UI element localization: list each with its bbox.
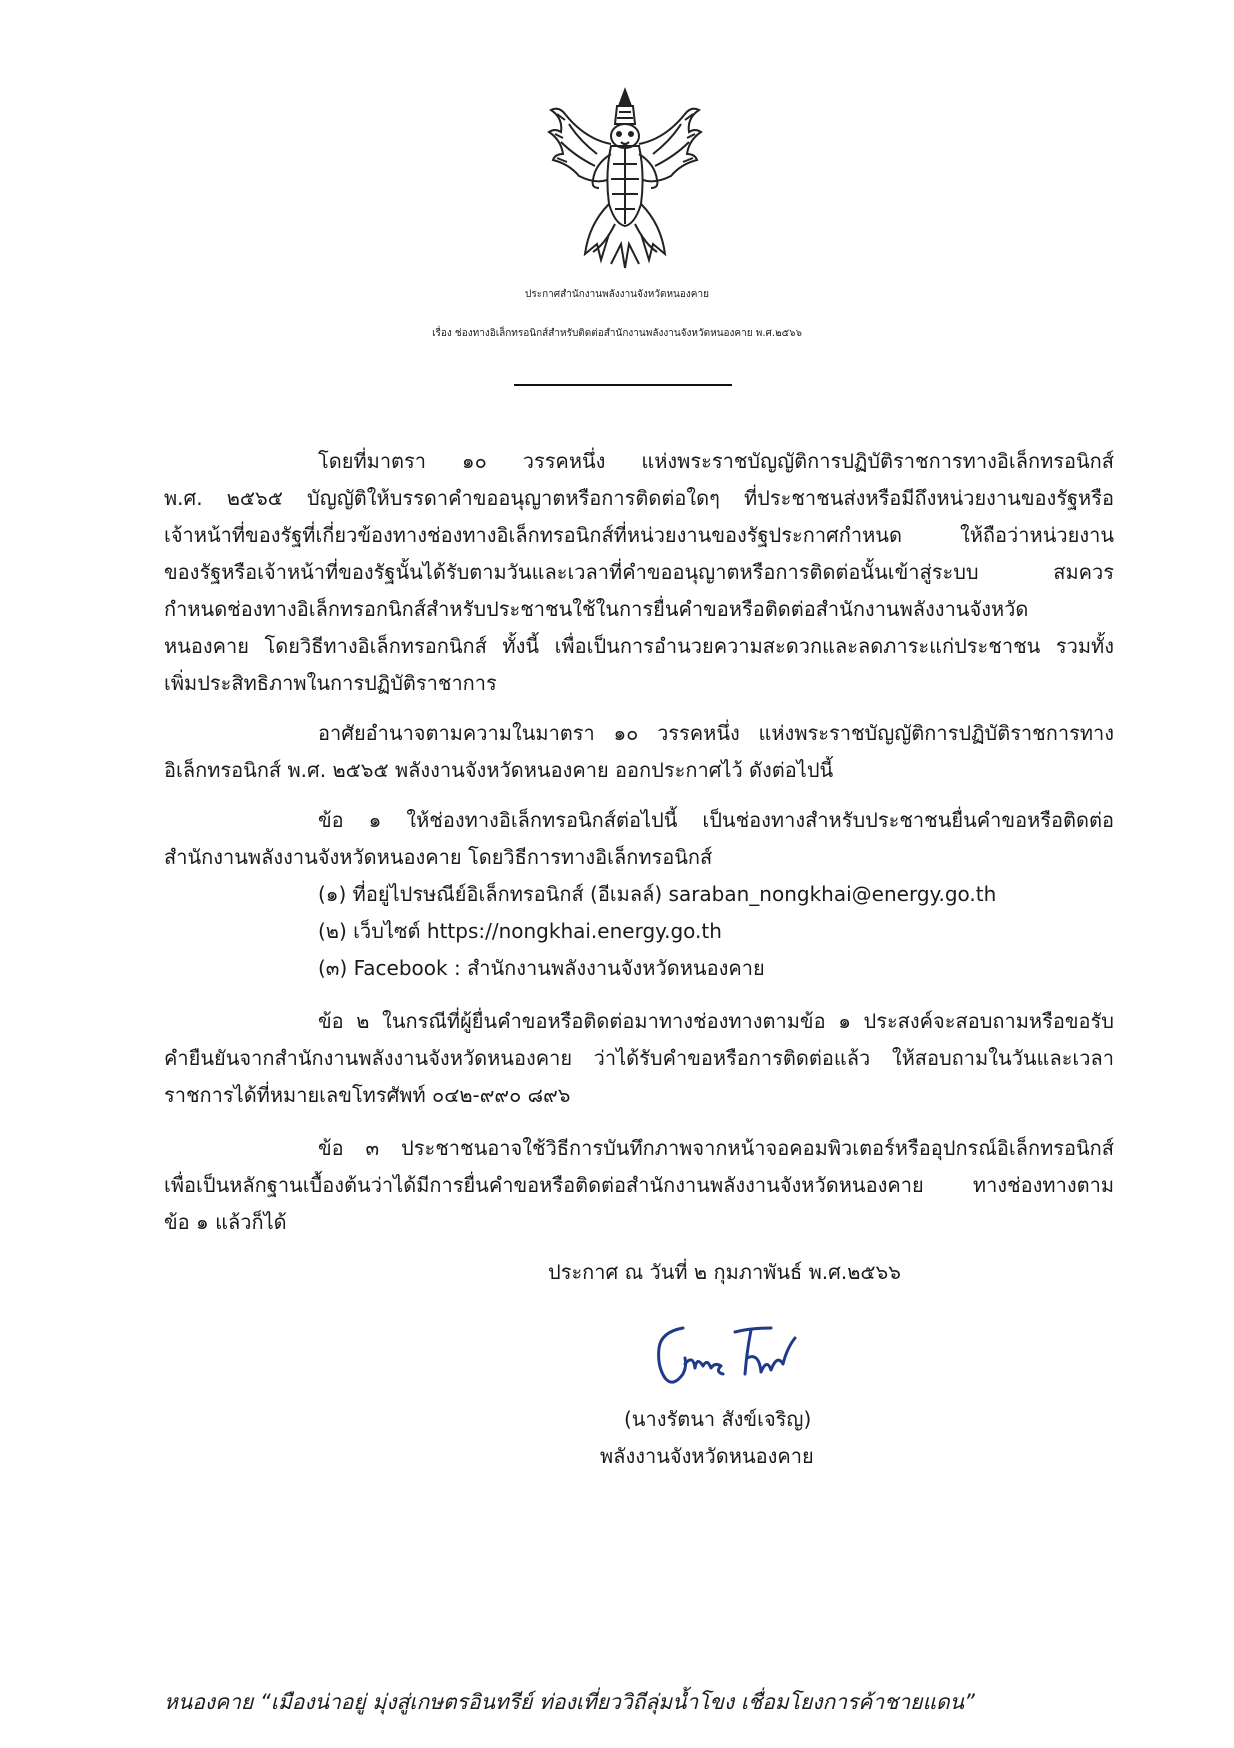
signatory-position: พลังงานจังหวัดหนองคาย [600, 1444, 814, 1468]
announcement-subject: เรื่อง ช่องทางอิเล็กทรอนิกส์สำหรับติดต่อสำนักงานพลังงานจังหวัดหนองคาย พ.ศ.๒๕๖๖ [432, 328, 802, 339]
title-divider [514, 384, 732, 386]
paragraph-1-line: ของรัฐหรือเจ้าหน้าที่ของรัฐนั้นได้รับตามวันและเวลาที่คำขออนุญาตหรือการติดต่อนั้นเข้าสู่ระบบ สมควร [164, 560, 1114, 584]
paragraph-1-line: พ.ศ. ๒๕๖๕ บัญญัติให้บรรดาคำขออนุญาตหรือการติดต่อใดๆ ที่ประชาชนส่งหรือมีถึงหน่วยงานของรัฐหรือ [164, 486, 1114, 510]
paragraph-2-line: อาศัยอำนาจตามความในมาตรา ๑๐ วรรคหนึ่ง แห่งพระราชบัญญัติการปฏิบัติราชการทาง [318, 721, 1114, 745]
announcement-title: ประกาศสำนักงานพลังงานจังหวัดหนองคาย [525, 289, 709, 300]
clause-2-line: ราชการได้ที่หมายเลขโทรศัพท์ ๐๔๒-๙๙๐ ๘๙๖ [164, 1083, 571, 1107]
date-line: ประกาศ ณ วันที่ ๒ กุมภาพันธ์ พ.ศ.๒๕๖๖ [548, 1260, 901, 1284]
clause-2-line: ข้อ ๒ ในกรณีที่ผู้ยื่นคำขอหรือติดต่อมาทางช่องทางตามข้อ ๑ ประสงค์จะสอบถามหรือขอรับ [318, 1009, 1114, 1033]
clause-2-line: คำยืนยันจากสำนักงานพลังงานจังหวัดหนองคาย ว่าได้รับคำขอหรือการติดต่อแล้ว ให้สอบถามในวันและเวลา [164, 1046, 1114, 1070]
paragraph-1-line: เพิ่มประสิทธิภาพในการปฏิบัติราชาการ [164, 671, 497, 695]
paragraph-1-line: โดยที่มาตรา ๑๐ วรรคหนึ่ง แห่งพระราชบัญญัติการปฏิบัติราชการทางอิเล็กทรอนิกส์ [318, 449, 1114, 473]
clause-1-line: ข้อ ๑ ให้ช่องทางอิเล็กทรอนิกส์ต่อไปนี้ เป็นช่องทางสำหรับประชาชนยื่นคำขอหรือติดต่อ [318, 808, 1114, 832]
footer-slogan: หนองคาย “เมืองน่าอยู่ มุ่งสู่เกษตรอินทรีย์ ท่องเที่ยววิถีลุ่มน้ำโขง เชื่อมโยงการค้าชายแดน” [164, 1690, 975, 1714]
clause-3-line: ข้อ ๑ แล้วก็ได้ [164, 1210, 287, 1234]
clause-1-line: สำนักงานพลังงานจังหวัดหนองคาย โดยวิธีการทางอิเล็กทรอนิกส์ [164, 845, 713, 869]
paragraph-1-line: หนองคาย โดยวิธีทางอิเล็กทรอกนิกส์ ทั้งนี้ เพื่อเป็นการอำนวยความสะดวกและลดภาระแก่ประชาชน รวมทั้ง [164, 634, 1114, 658]
paragraph-1-line: เจ้าหน้าที่ของรัฐที่เกี่ยวข้องทางช่องทางอิเล็กทรอนิกส์ที่หน่วยงานของรัฐประกาศกำหนด ให้ถือว่าหน่วยงาน [164, 523, 1114, 547]
channel-website: (๒) เว็บไซต์ https://nongkhai.energy.go.th [318, 919, 722, 943]
clause-3-line: เพื่อเป็นหลักฐานเบื้องต้นว่าได้มีการยื่นคำขอหรือติดต่อสำนักงานพลังงานจังหวัดหนองคาย ทางช่องทางตาม [164, 1173, 1114, 1197]
garuda-emblem-icon [545, 84, 705, 274]
signatory-name: (นางรัตนา สังข์เจริญ) [624, 1407, 812, 1431]
paragraph-2-line: อิเล็กทรอนิกส์ พ.ศ. ๒๕๖๕ พลังงานจังหวัดหนองคาย ออกประกาศไว้ ดังต่อไปนี้ [164, 758, 834, 782]
channel-email: (๑) ที่อยู่ไปรษณีย์อิเล็กทรอนิกส์ (อีเมลล์) saraban_nongkhai@energy.go.th [318, 882, 997, 906]
handwritten-signature [643, 1318, 813, 1398]
clause-3-line: ข้อ ๓ ประชาชนอาจใช้วิธีการบันทึกภาพจากหน้าจอคอมพิวเตอร์หรืออุปกรณ์อิเล็กทรอนิกส์ [318, 1136, 1114, 1160]
channel-facebook: (๓) Facebook : สำนักงานพลังงานจังหวัดหนองคาย [318, 956, 765, 980]
paragraph-1-line: กำหนดช่องทางอิเล็กทรอกนิกส์สำหรับประชาชนใช้ในการยื่นคำขอหรือติดต่อสำนักงานพลังงานจังหวัด [164, 597, 1029, 621]
